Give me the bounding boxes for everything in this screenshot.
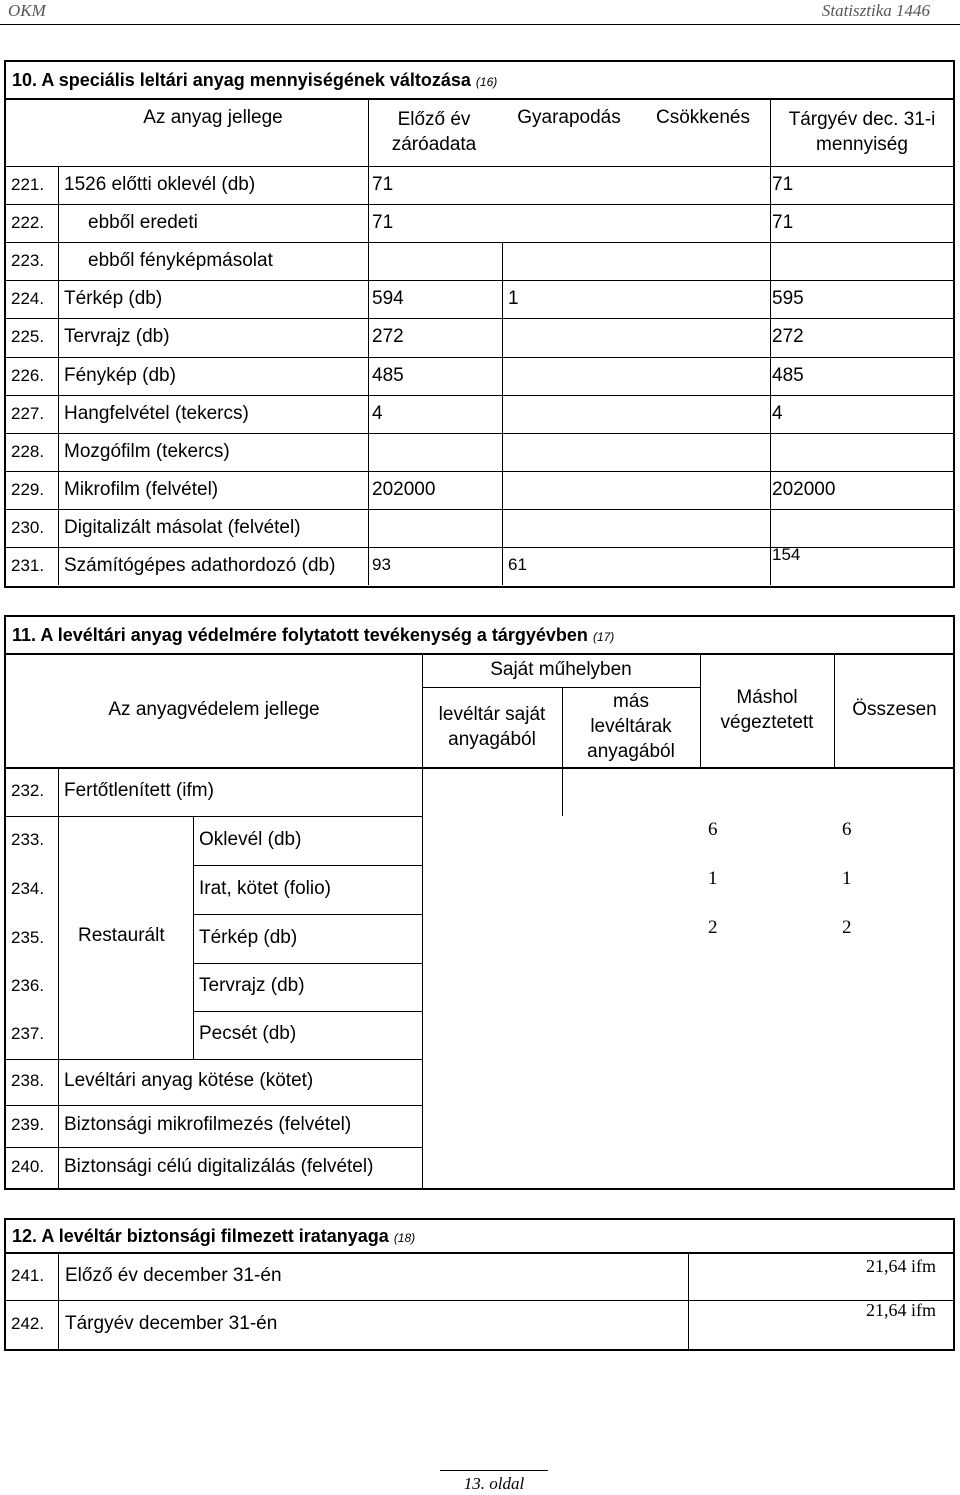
s10-row-label: Mikrofilm (felvétel)	[64, 478, 219, 500]
s11-row-label: Oklevél (db)	[199, 828, 302, 850]
s10-row-final: 202000	[772, 478, 836, 500]
row-241-num: 241.	[11, 1266, 45, 1285]
s10-row-label: ebből eredeti	[88, 212, 198, 234]
row-242-num: 242.	[11, 1314, 45, 1333]
s10-row-final: 272	[772, 326, 804, 348]
s10-row-num: 228.	[11, 441, 45, 461]
s10-row-final: 154	[772, 545, 801, 564]
s10-row-final: 71	[772, 174, 794, 195]
col-header-anyagvedelem: Az anyagvédelem jellege	[108, 699, 320, 720]
s11-row-num: 237.	[11, 1024, 45, 1043]
s10-row-num: 222.	[11, 213, 45, 233]
section-12-title: 12. A levéltár biztonsági filmezett iratanyaga (18)	[6, 1220, 953, 1254]
col-header-sajat: Saját műhelyben	[490, 659, 632, 680]
header-right: Statisztika 1446	[821, 1, 930, 20]
s11-row-num: 234.	[11, 878, 45, 898]
s11-row-label: Biztonsági mikrofilmezés (felvétel)	[64, 1114, 352, 1135]
s11-row-masol: 2	[708, 916, 718, 938]
s10-row-gain: 61	[508, 555, 527, 574]
s10-row-gain: 1	[508, 288, 519, 310]
s10-row-label: ebből fényképmásolat	[88, 250, 273, 272]
s11-row-label: Tervrajz (db)	[199, 975, 305, 996]
s11-row-total: 2	[842, 916, 852, 938]
s10-row-num: 223.	[11, 251, 45, 271]
col-header-final: Tárgyév dec. 31-i mennyiség	[788, 109, 936, 155]
col-header-loss: Csökkenés	[656, 107, 750, 128]
s10-row-label: Digitalizált másolat (felvétel)	[64, 516, 301, 538]
s11-row-num: 239.	[11, 1115, 45, 1134]
s10-row-final: 485	[772, 364, 804, 386]
s11-row-total: 1	[842, 867, 852, 889]
restauralt-label: Restaurált	[78, 925, 165, 946]
s11-row-label: Pecsét (db)	[199, 1023, 297, 1044]
s11-row-num: 232.	[11, 780, 45, 800]
s10-row-num: 230.	[11, 517, 45, 537]
s10-row-final: 595	[772, 288, 804, 310]
section-11	[4, 615, 955, 1190]
page-number: 13. oldal	[440, 1470, 548, 1494]
s10-row-prev: 272	[372, 326, 404, 348]
s11-row-num: 233.	[11, 829, 45, 849]
s10-row-num: 231.	[11, 556, 45, 575]
s10-row-label: Számítógépes adathordozó (db)	[64, 555, 336, 576]
s11-row-masol: 1	[708, 867, 718, 889]
s10-row-prev: 93	[372, 555, 391, 574]
s10-row-label: Hangfelvétel (tekercs)	[64, 402, 249, 424]
col-header-masol: Máshol végeztetett	[720, 687, 814, 733]
s11-row-num: 240.	[11, 1156, 45, 1176]
section-10-title: 10. A speciális leltári anyag mennyiségének változása (16)	[6, 62, 953, 100]
s10-row-prev: 71	[372, 212, 394, 234]
s10-row-num: 227.	[11, 403, 45, 423]
col-header-own: levéltár saját anyagából	[438, 704, 546, 750]
s11-row-masol: 6	[708, 818, 718, 840]
s10-row-label: 1526 előtti oklevél (db)	[64, 174, 256, 195]
section-11-title: 11. A levéltári anyag védelmére folytatott tevékenység a tárgyévben (17)	[6, 617, 953, 655]
s10-row-label: Tervrajz (db)	[64, 326, 170, 348]
s10-row-num: 224.	[11, 289, 45, 309]
s10-row-prev: 485	[372, 364, 404, 386]
s11-row-label: Biztonsági célú digitalizálás (felvétel)	[64, 1155, 374, 1177]
s10-row-num: 225.	[11, 327, 45, 347]
s10-row-prev: 594	[372, 288, 404, 310]
col-header-gain: Gyarapodás	[517, 107, 621, 128]
s11-row-total: 6	[842, 818, 852, 840]
s10-row-num: 229.	[11, 479, 45, 499]
s10-row-num: 226.	[11, 365, 45, 385]
col-header-jellege: Az anyag jellege	[143, 107, 283, 128]
s11-row-num: 236.	[11, 976, 45, 995]
section-12	[4, 1218, 955, 1351]
page-header	[0, 0, 960, 25]
s10-row-prev: 71	[372, 174, 394, 195]
col-header-total: Összesen	[852, 699, 937, 720]
s10-row-label: Mozgófilm (tekercs)	[64, 440, 230, 462]
s11-row-label: Térkép (db)	[199, 926, 298, 948]
s11-row-label: Irat, kötet (folio)	[199, 877, 331, 899]
s11-row-label: Levéltári anyag kötése (kötet)	[64, 1070, 314, 1091]
s10-row-final: 71	[772, 212, 794, 234]
s10-row-label: Fénykép (db)	[64, 364, 176, 386]
row-242-value: 21,64 ifm	[866, 1300, 936, 1320]
row-242-label: Tárgyév december 31-én	[65, 1313, 278, 1334]
section-10	[4, 60, 955, 588]
row-241-label: Előző év december 31-én	[65, 1265, 282, 1286]
row-241-value: 21,64 ifm	[866, 1256, 936, 1276]
s11-row-num: 235.	[11, 927, 45, 947]
s11-row-label: Fertőtlenített (ifm)	[64, 779, 214, 801]
s10-row-prev: 4	[372, 402, 383, 424]
col-header-other: más levéltárak anyagából	[587, 691, 675, 762]
col-header-prev: Előző év záróadata	[391, 109, 477, 155]
s11-row-num: 238.	[11, 1071, 45, 1090]
s10-row-num: 221.	[11, 175, 45, 194]
s10-row-prev: 202000	[372, 478, 436, 500]
s10-row-label: Térkép (db)	[64, 288, 163, 310]
header-left: OKM	[8, 1, 46, 20]
s10-row-final: 4	[772, 402, 783, 424]
